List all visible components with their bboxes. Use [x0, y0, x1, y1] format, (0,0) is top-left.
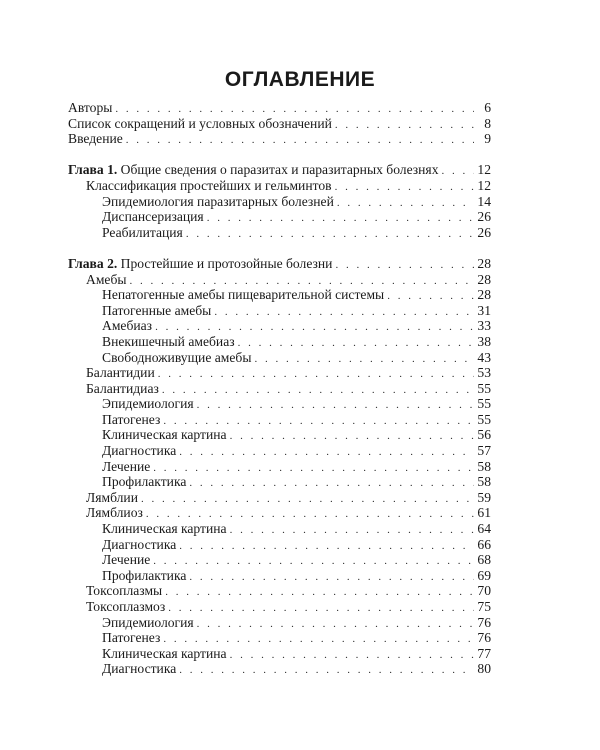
toc-entry[interactable]: [68, 474, 491, 490]
toc-page-number: 61: [477, 505, 491, 521]
toc-entry[interactable]: [68, 396, 491, 412]
leader-dots: [442, 164, 475, 180]
toc-entry-label: Эпидемиология: [102, 614, 194, 630]
toc-entry[interactable]: [68, 427, 491, 443]
toc-entry-label: Лямблиоз: [86, 505, 143, 521]
toc-page-number: 8: [484, 115, 491, 131]
toc-entry-label: Диагностика: [102, 536, 177, 552]
toc-page-number: 57: [477, 443, 491, 459]
toc-entry-label: [68, 162, 439, 178]
toc-entry-label: Внекишечный амебиаз: [102, 333, 235, 349]
toc-page-number: 80: [477, 661, 491, 677]
toc-page-number: 70: [477, 583, 491, 599]
leader-dots: [179, 663, 474, 679]
leader-dots: [207, 211, 474, 227]
leader-dots: [186, 227, 474, 243]
toc-entry[interactable]: [68, 381, 491, 397]
leader-dots: [335, 180, 474, 196]
toc-entry-label: Введение: [68, 131, 123, 147]
toc-entry[interactable]: [68, 537, 491, 553]
toc-page-number: 56: [477, 427, 491, 443]
leader-dots: [165, 585, 474, 601]
leader-dots: [126, 133, 474, 149]
toc-entry-label: Непатогенные амебы пищеварительной системы: [102, 287, 385, 303]
toc-entry[interactable]: [68, 178, 491, 194]
toc-entry[interactable]: [68, 459, 491, 475]
toc-entry-label: Токсоплазмы: [86, 583, 163, 599]
toc-entry-abbreviations[interactable]: [68, 116, 491, 132]
toc-entry[interactable]: [68, 521, 491, 537]
leader-dots: [153, 554, 474, 570]
toc-entry[interactable]: [68, 490, 491, 506]
toc-page-number: 55: [477, 411, 491, 427]
toc-page-number: 66: [477, 536, 491, 552]
toc-entry-label: Лямблии: [86, 489, 138, 505]
toc-page-number: 28: [477, 271, 491, 287]
toc-entry-label: Классификация простейших и гельминтов: [86, 177, 332, 193]
toc-page-number: 58: [477, 474, 491, 490]
leader-dots: [153, 461, 474, 477]
leader-dots: [214, 305, 474, 321]
leader-dots: [230, 429, 474, 445]
leader-dots: [335, 258, 474, 274]
toc-entry-label: Лечение: [102, 552, 151, 568]
toc-entry-label: Балантидиаз: [86, 380, 159, 396]
toc-entry-label: Клиническая картина: [102, 427, 227, 443]
toc-page-number: 26: [477, 224, 491, 240]
toc-entry-label: Профилактика: [102, 567, 187, 583]
leader-dots: [189, 476, 474, 492]
toc-page-number: 6: [484, 100, 491, 115]
leader-dots: [197, 617, 474, 633]
leader-dots: [189, 570, 474, 586]
toc-entry-label: Патогенез: [102, 630, 161, 646]
toc-entry[interactable]: [68, 303, 491, 319]
toc-entry[interactable]: [68, 318, 491, 334]
toc-entry-label: Амебиаз: [102, 318, 153, 334]
toc-entry[interactable]: [68, 225, 491, 241]
leader-dots: [337, 196, 474, 212]
toc-entry[interactable]: [68, 615, 491, 631]
toc-entry[interactable]: [68, 272, 491, 288]
toc-entry-label: Авторы: [68, 100, 113, 115]
toc-entry[interactable]: [68, 209, 491, 225]
leader-dots: [168, 601, 474, 617]
toc-entry-label: Эпидемиология паразитарных болезней: [102, 193, 334, 209]
toc-entry-label: Балантидии: [86, 365, 155, 381]
toc-chapter-1[interactable]: [68, 162, 491, 178]
toc-entry-label: Клиническая картина: [102, 521, 227, 537]
toc-page-number: 77: [477, 645, 491, 661]
toc-entry-authors[interactable]: [68, 100, 491, 116]
toc-page-number: 12: [477, 177, 491, 193]
toc-entry[interactable]: [68, 350, 491, 366]
toc-entry[interactable]: [68, 194, 491, 210]
toc-page-number: 12: [477, 162, 491, 178]
toc-entry-label: Клиническая картина: [102, 645, 227, 661]
toc-page-number: 26: [477, 209, 491, 225]
leader-dots: [158, 367, 474, 383]
page-title: ОГЛАВЛЕНИЕ: [224, 68, 376, 91]
toc-entry-label: Диагностика: [102, 661, 177, 677]
toc-entry[interactable]: [68, 552, 491, 568]
toc-entry-label: [68, 256, 332, 272]
leader-dots: [162, 383, 474, 399]
toc-page-number: 75: [477, 599, 491, 614]
toc-entry[interactable]: [68, 661, 491, 677]
toc-page-number: 68: [477, 552, 491, 568]
leader-dots: [179, 539, 474, 555]
toc-page-number: 53: [477, 365, 491, 381]
toc-page-number: 55: [477, 396, 491, 412]
toc-page-number: 9: [484, 131, 491, 147]
toc-entry[interactable]: [68, 365, 491, 381]
toc-entry[interactable]: [68, 505, 491, 521]
toc-entry[interactable]: [68, 568, 491, 584]
toc-entry[interactable]: [68, 443, 491, 459]
chapter-number: Глава 2.: [68, 255, 118, 271]
leader-dots: [197, 398, 474, 414]
toc-page-number: 28: [477, 255, 491, 271]
toc-page-number: 55: [477, 380, 491, 396]
toc-entry-label: Эпидемиология: [102, 396, 194, 412]
toc-entry-label: Диспансеризация: [102, 209, 204, 225]
toc-page-number: 59: [477, 489, 491, 505]
toc-entry-introduction[interactable]: [68, 131, 491, 147]
toc-entry-label: Свободноживущие амебы: [102, 349, 252, 365]
toc-page-number: 43: [477, 349, 491, 365]
toc-entry-label: Патогенез: [102, 411, 161, 427]
toc-page-number: 28: [477, 287, 491, 303]
leader-dots: [141, 492, 474, 508]
toc-page-number: 38: [477, 333, 491, 349]
leader-dots: [335, 118, 474, 134]
toc-entry[interactable]: [68, 599, 491, 615]
chapter-title: Простейшие и протозойные болезни: [117, 255, 333, 271]
toc-entry[interactable]: [68, 583, 491, 599]
toc-entry-label: Токсоплазмоз: [86, 599, 166, 614]
toc-entry-label: Диагностика: [102, 443, 177, 459]
toc-page-number: 58: [477, 458, 491, 474]
leader-dots: [238, 336, 474, 352]
toc-page-number: 69: [477, 567, 491, 583]
leader-dots: [230, 648, 474, 664]
toc-entry-label: Лечение: [102, 458, 151, 474]
leader-dots: [230, 523, 474, 539]
toc-page-number: 14: [477, 193, 491, 209]
toc-page-number: 31: [477, 302, 491, 318]
table-of-contents: [68, 100, 491, 677]
leader-dots: [179, 445, 474, 461]
toc-entry[interactable]: [68, 287, 491, 303]
toc-entry[interactable]: [68, 646, 491, 662]
toc-entry[interactable]: [68, 412, 491, 428]
leader-dots: [254, 352, 474, 368]
chapter-number: Глава 1.: [68, 162, 118, 178]
toc-page-number: 76: [477, 614, 491, 630]
toc-entry-label: Патогенные амебы: [102, 302, 212, 318]
toc-page-number: 76: [477, 630, 491, 646]
toc-page-number: 64: [477, 521, 491, 537]
chapter-title: Общие сведения о паразитах и паразитарных болезнях: [117, 162, 439, 178]
toc-entry[interactable]: [68, 630, 491, 646]
toc-entry[interactable]: [68, 334, 491, 350]
toc-page-number: 33: [477, 318, 491, 334]
toc-chapter-2[interactable]: [68, 256, 491, 272]
toc-entry-label: Список сокращений и условных обозначений: [68, 115, 332, 131]
toc-entry-label: Профилактика: [102, 474, 187, 490]
toc-entry-label: Амебы: [86, 271, 127, 287]
leader-dots: [387, 289, 474, 305]
toc-entry-label: Реабилитация: [102, 224, 183, 240]
